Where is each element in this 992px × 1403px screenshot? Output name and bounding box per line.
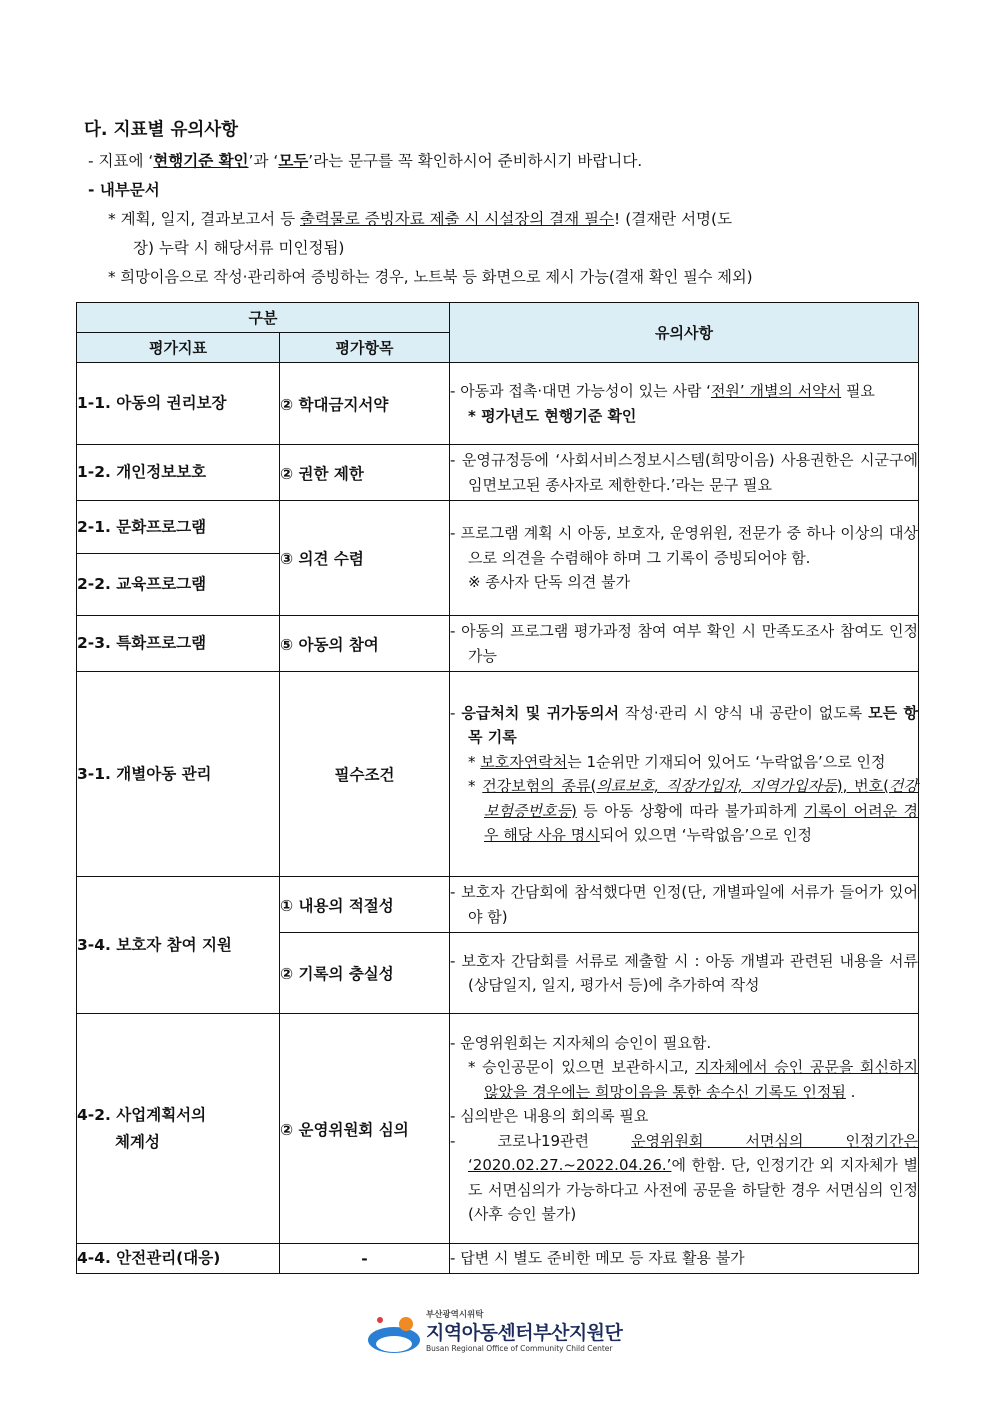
table-row — [77, 877, 919, 933]
indicator-cell: 2-2. 교육프로그램 — [77, 554, 280, 616]
header-item: 평가항목 — [280, 333, 450, 363]
table-row — [77, 363, 919, 445]
item-cell: ② 권한 제한 — [280, 445, 450, 501]
item-cell: ② 운영위원회 심의 — [280, 1014, 450, 1244]
header-indicator: 평가지표 — [77, 333, 280, 363]
org-english-name: Busan Regional Office of Community Child Center — [426, 1344, 613, 1353]
table-row — [77, 501, 919, 554]
table-row — [77, 672, 919, 877]
notes-cell: - 운영규정등에 ‘사회서비스정보시스템(희망이음) 사용권한은 시군구에 임면보고된 종사자로 제한한다.’라는 문구 필요 — [450, 445, 919, 501]
logo-mark-icon — [366, 1314, 422, 1354]
notes-cell: - 보호자 간담회에 참석했다면 인정(단, 개별파일에 서류가 들어가 있어야 함) — [450, 877, 919, 933]
notes-cell: - 아동의 프로그램 평가과정 참여 여부 확인 시 만족도조사 참여도 인정 가능 — [450, 616, 919, 672]
header-group: 구분 — [77, 303, 450, 333]
intro-line-5: * 희망이음으로 작성·관리하여 증빙하는 경우, 노트북 등 화면으로 제시 가능(결재 확인 필수 제외) — [108, 268, 753, 286]
indicator-cell: 4-2. 사업계획서의 체계성 — [77, 1014, 280, 1244]
notes-cell: - 답변 시 별도 준비한 메모 등 자료 활용 불가 — [450, 1244, 919, 1274]
item-cell: ③ 의견 수렴 — [280, 501, 450, 616]
indicator-cell: 3-4. 보호자 참여 지원 — [77, 877, 280, 1014]
table-row — [77, 616, 919, 672]
intro-line-3: * 계획, 일지, 결과보고서 등 출력물로 증빙자료 제출 시 시설장의 결재 필수! (결재란 서명(도 — [108, 210, 733, 228]
intro-line-4: 장) 누락 시 해당서류 미인정됨) — [133, 239, 345, 257]
org-tagline: 부산광역시위탁 — [426, 1310, 484, 1320]
table-row — [77, 1014, 919, 1244]
notes-cell: - 응급처치 및 귀가동의서 작성·관리 시 양식 내 공란이 없도록 모든 항목 기록 * 보호자연락처는 1순위만 기재되어 있어도 ‘누락없음’으로 인정 * 건강보험의 종류(의료보호, 직장가입자, 지역가입자등), 번호(건강보험증번호등) 등 아동 상황에 따라 불가피하게 기록이 어려운 경우 해당 사유 명시되어 있으면 ‘누락없음’으로 인정 — [450, 672, 919, 877]
indicator-cell: 3-1. 개별아동 관리 — [77, 672, 280, 877]
notes-cell: - 아동과 접촉·대면 가능성이 있는 사람 ‘전원’ 개별의 서약서 필요 * 평가년도 현행기준 확인 — [450, 363, 919, 445]
indicator-cell: 1-2. 개인정보보호 — [77, 445, 280, 501]
intro-line-internal-docs: - 내부문서 — [88, 181, 160, 199]
item-cell: ⑤ 아동의 참여 — [280, 616, 450, 672]
organization-logo — [366, 1308, 626, 1360]
item-cell: ① 내용의 적절성 — [280, 877, 450, 933]
item-cell: 필수조건 — [280, 672, 450, 877]
indicator-cell: 1-1. 아동의 권리보장 — [77, 363, 280, 445]
keyword-current-standard: 현행기준 확인 — [153, 152, 249, 170]
table-row — [77, 1244, 919, 1274]
intro-line-1: - 지표에 ‘현행기준 확인’과 ‘모두’라는 문구를 꼭 확인하시어 준비하시기 바랍니다. — [88, 152, 643, 170]
org-name: 지역아동센터부산지원단 — [426, 1322, 623, 1344]
indicator-cell: 2-3. 특화프로그램 — [77, 616, 280, 672]
guidelines-table — [76, 302, 919, 1274]
keyword-all: 모두 — [278, 152, 309, 170]
notes-cell: - 프로그램 계획 시 아동, 보호자, 운영위원, 전문가 중 하나 이상의 대상으로 의견을 수렴해야 하며 그 기록이 증빙되어야 함. ※ 종사자 단독 의견 불가 — [450, 501, 919, 616]
table-row — [77, 445, 919, 501]
header-notes: 유의사항 — [450, 303, 919, 363]
item-cell: ② 학대금지서약 — [280, 363, 450, 445]
indicator-cell: 4-4. 안전관리(대응) — [77, 1244, 280, 1274]
notes-cell: - 운영위원회는 지자체의 승인이 필요함. * 승인공문이 있으면 보관하시고, 지자체에서 승인 공문을 회신하지 않았을 경우에는 희망이음을 통한 송수신 기록도 인정됨 . - 심의받은 내용의 회의록 필요 - 코로나19관련 운영위원회 서면심의 인정기간은 ‘2020.02.27.~2022.04.26.’에 한함. 단, 인정기간 외 지자체가 별도 서면심의가 가능하다고 사전에 공문을 하달한 경우 서면심의 인정(사후 승인 불가) — [450, 1014, 919, 1244]
section-heading: 다. 지표별 유의사항 — [84, 120, 239, 140]
indicator-cell: 2-1. 문화프로그램 — [77, 501, 280, 554]
notes-cell: - 보호자 간담회를 서류로 제출할 시 : 아동 개별과 관련된 내용을 서류(상담일지, 일지, 평가서 등)에 추가하여 작성 — [450, 933, 919, 1014]
item-cell: - — [280, 1244, 450, 1274]
item-cell: ② 기록의 충실성 — [280, 933, 450, 1014]
